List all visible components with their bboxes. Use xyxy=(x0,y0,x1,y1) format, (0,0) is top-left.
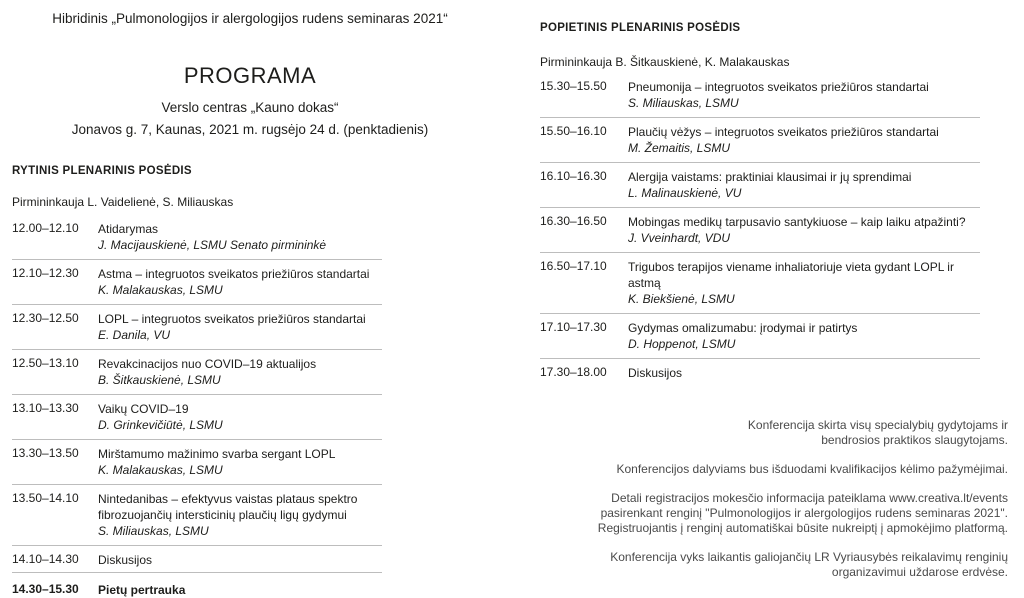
afternoon-section-title: POPIETINIS PLENARINIS POSĖDIS xyxy=(540,22,741,34)
session-speaker: M. Žemaitis, LSMU xyxy=(628,141,731,155)
program-heading: PROGRAMA xyxy=(183,63,317,88)
note-registration: Detali registracijos mokesčio informacija pateiklama www.creativa.lt/events pasirenkant renginį "Pulmonologijos ir alergologijos rudens seminaras 2021". Registruojantis į renginį automatiškai būsite nukreiptį į apmokėjimo platformą. xyxy=(597,491,1008,535)
session-speaker: S. Miliauskas, LSMU xyxy=(98,524,209,538)
session-speaker: B. Šitkauskienė, LSMU xyxy=(98,373,221,387)
session-time: 14.30–15.30 xyxy=(12,582,79,596)
schedule-item xyxy=(12,440,382,485)
afternoon-schedule xyxy=(540,79,980,381)
session-title: Mirštamumo mažinimo svarba sergant LOPL xyxy=(98,447,336,461)
schedule-item xyxy=(12,221,382,260)
session-speaker: K. Malakauskas, LSMU xyxy=(98,283,223,297)
session-title: Astma – integruotos sveikatos priežiūros standartai xyxy=(98,267,370,281)
session-time: 17.10–17.30 xyxy=(540,320,607,334)
session-time: 16.30–16.50 xyxy=(540,214,607,228)
session-time: 17.30–18.00 xyxy=(540,365,607,379)
schedule-item xyxy=(540,359,980,381)
session-time: 12.10–12.30 xyxy=(12,266,79,280)
schedule-item xyxy=(12,305,382,350)
morning-section-title: RYTINIS PLENARINIS POSĖDIS xyxy=(12,165,192,177)
session-time: 16.50–17.10 xyxy=(540,259,607,273)
session-time: 12.30–12.50 xyxy=(12,311,79,325)
morning-schedule xyxy=(12,221,382,598)
schedule-item xyxy=(540,314,980,359)
note-audience: Konferencija skirta visų specialybių gydytojams ir bendrosios praktikos slaugytojams. xyxy=(747,418,1008,447)
session-time: 16.10–16.30 xyxy=(540,169,607,183)
session-title: Atidarymas xyxy=(98,222,159,236)
address-date: Jonavos g. 7, Kaunas, 2021 m. rugsėjo 24 d. (penktadienis) xyxy=(71,122,429,137)
session-speaker: K. Biekšienė, LSMU xyxy=(628,292,735,306)
session-title: Plaučių vėžys – integruotos sveikatos priežiūros standartai xyxy=(628,125,939,139)
session-speaker: E. Danila, VU xyxy=(98,328,171,342)
schedule-item xyxy=(12,573,382,598)
event-title: Hibridinis „Pulmonologijos ir alergologijos rudens seminaras 2021“ xyxy=(52,11,448,26)
session-title: Trigubos terapijos viename inhaliatoriuje vieta gydant LOPL ir astmą xyxy=(628,260,954,290)
schedule-item xyxy=(12,350,382,395)
schedule-item xyxy=(540,208,980,253)
session-time: 13.10–13.30 xyxy=(12,401,79,415)
session-speaker: D. Grinkevičiūtė, LSMU xyxy=(98,418,223,432)
session-title: Alergija vaistams: praktiniai klausimai ir jų sprendimai xyxy=(628,170,912,184)
session-title: Diskusijos xyxy=(628,366,683,380)
session-time: 15.50–16.10 xyxy=(540,124,607,138)
session-speaker: K. Malakauskas, LSMU xyxy=(98,463,223,477)
schedule-item xyxy=(540,118,980,163)
session-title: Pietų pertrauka xyxy=(98,583,186,597)
session-speaker: J. Vveinhardt, VDU xyxy=(628,231,731,245)
afternoon-chairs: Pirmininkauja B. Šitkauskienė, K. Malakauskas xyxy=(540,55,790,69)
schedule-item xyxy=(540,253,980,314)
session-time: 13.30–13.50 xyxy=(12,446,79,460)
note-regulations: Konferencija vyks laikantis galiojančių LR Vyriausybės reikalavimų renginių organizavimui uždarose erdvėse. xyxy=(610,550,1008,579)
session-title: Gydymas omalizumabu: įrodymai ir patirtys xyxy=(628,321,858,335)
session-title: LOPL – integruotos sveikatos priežiūros standartai xyxy=(98,312,366,326)
schedule-item xyxy=(12,260,382,305)
note-certificates: Konferencijos dalyviams bus išduodami kvalifikacijos kėlimo pažymėjimai. xyxy=(616,462,1008,476)
session-title: Nintedanibas – efektyvus vaistas plataus spektro fibrozuojančių intersticinių plaučių ligų gydymui xyxy=(98,492,358,522)
session-time: 14.10–14.30 xyxy=(12,552,79,566)
session-title: Mobingas medikų tarpusavio santykiuose – kaip laiku atpažinti? xyxy=(628,215,966,229)
session-title: Vaikų COVID–19 xyxy=(98,402,189,416)
conference-notes xyxy=(548,418,1008,594)
session-time: 12.50–13.10 xyxy=(12,356,79,370)
session-title: Pneumonija – integruotos sveikatos priežiūros standartai xyxy=(628,80,929,94)
session-speaker: D. Hoppenot, LSMU xyxy=(628,337,736,351)
morning-chairs: Pirmininkauja L. Vaidelienė, S. Miliauskas xyxy=(12,195,234,209)
session-time: 13.50–14.10 xyxy=(12,491,79,505)
session-title: Revakcinacijos nuo COVID–19 aktualijos xyxy=(98,357,317,371)
session-time: 12.00–12.10 xyxy=(12,221,79,235)
session-speaker: L. Malinauskienė, VU xyxy=(628,186,742,200)
schedule-item xyxy=(12,546,382,573)
venue: Verslo centras „Kauno dokas“ xyxy=(161,100,339,115)
session-time: 15.30–15.50 xyxy=(540,79,607,93)
session-title: Diskusijos xyxy=(98,553,153,567)
schedule-item xyxy=(12,485,382,546)
schedule-item xyxy=(540,79,980,118)
schedule-item xyxy=(540,163,980,208)
session-speaker: J. Macijauskienė, LSMU Senato pirmininkė xyxy=(98,238,327,252)
session-speaker: S. Miliauskas, LSMU xyxy=(628,96,739,110)
schedule-item xyxy=(12,395,382,440)
